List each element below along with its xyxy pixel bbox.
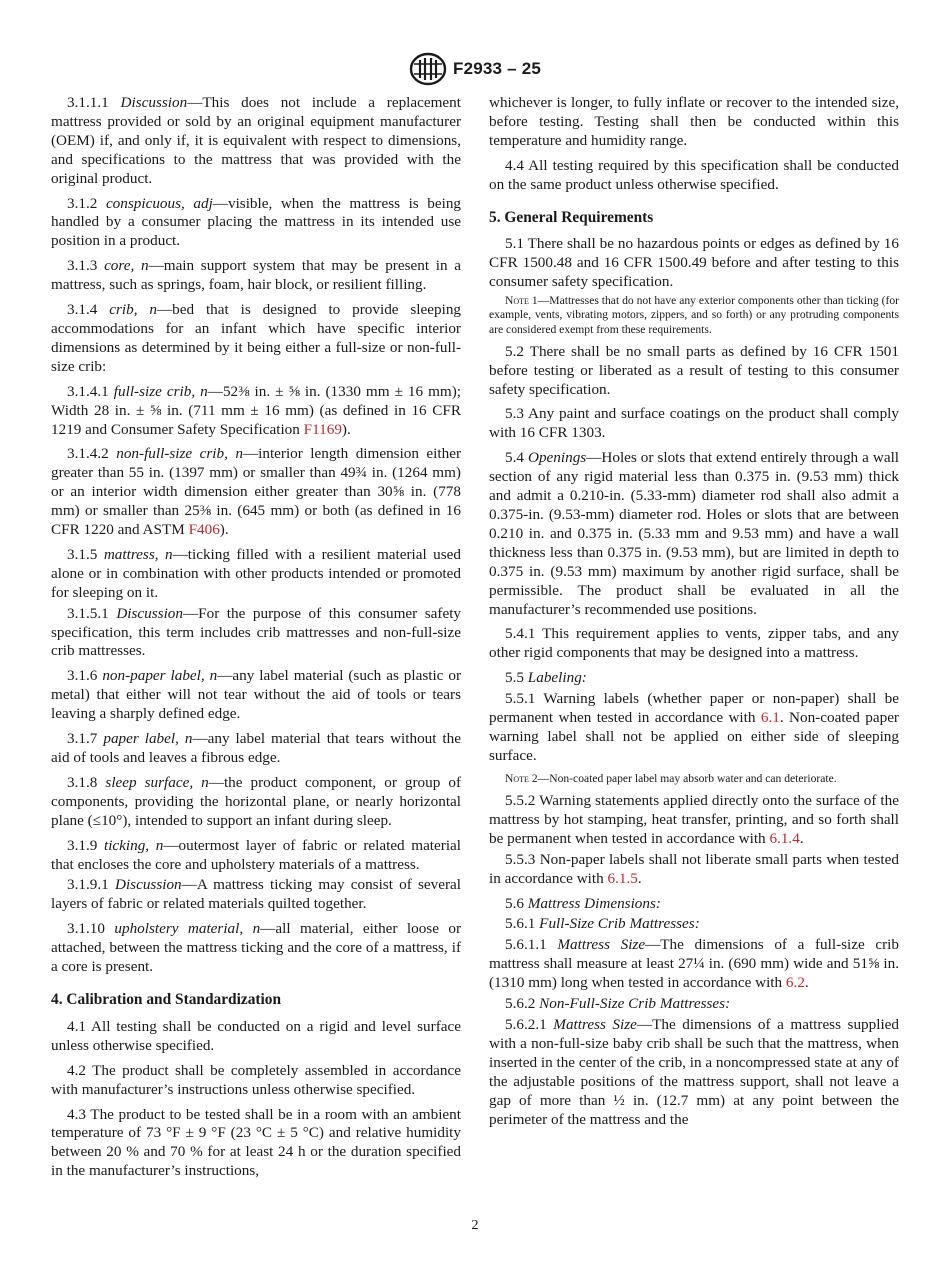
reference-link-6-1-4[interactable]: 6.1.4 (769, 829, 800, 847)
para-5-6-2-1: 5.6.2.1 Mattress Size—The dimensions of a mattress supplied with a non-full-size baby crib shall be such that the mattress, when inserted in the center of the crib, in a noncompressed state at any of the adjustable positions of the mattress support, shall not leave a gap of more than ½ in. (12.7 mm) at any point between the perimeter of the mattress and the (489, 1015, 899, 1128)
note-2: Note 2—Non-coated paper label may absorb water and can deteriorate. (505, 771, 837, 785)
para-3-1-2: 3.1.2 conspicuous, adj—visible, when the mattress is being handled by a consumer placing the mattress in its intended use position in a product. (51, 194, 462, 250)
para-5-5-2: 5.5.2 Warning statements applied directly onto the surface of the mattress by hot stamping, heat transfer, printing, and so forth shall be permanent when tested in accordance with 6.1.4. (489, 792, 899, 847)
para-5-2: 5.2 There shall be no small parts as defined by 16 CFR 1501 before testing or liberated as a result of testing to this consumer safety specification. (489, 342, 899, 398)
para-3-1-4-2: 3.1.4.2 non-full-size crib, n—interior length dimension either greater than 55 in. (1397 mm) or smaller than 49¾ in. (1264 mm) or an interior width dimension either greater than 30⅝ in. (778 mm) or smaller than 25⅜ in. (645 mm) or both (as defined in 16 CFR 1220 and ASTM F406). (51, 445, 462, 539)
section-heading-4: 4. Calibration and Standardization (51, 990, 282, 1008)
para-5-5: 5.5 Labeling: (505, 669, 587, 687)
para-5-6: 5.6 Mattress Dimensions: (505, 894, 661, 912)
para-4-2: 4.2 The product shall be completely assembled in accordance with manufacturer’s instructions unless otherwise specified. (51, 1061, 461, 1098)
astm-logo-icon (409, 52, 447, 86)
para-3-1-9-1: 3.1.9.1 Discussion—A mattress ticking may consist of several layers of fabric or related materials quilted together. (51, 876, 462, 913)
para-3-1-5-1: 3.1.5.1 Discussion—For the purpose of this consumer safety specification, this term includes crib mattresses and non-full-size crib mattresses. (51, 604, 462, 660)
para-3-1-4-1: 3.1.4.1 full-size crib, n—52⅜ in. ± ⅝ in. (1330 mm ± 16 mm); Width 28 in. ± ⅝ in. (711 mm ± 16 mm) (as defined in 16 CFR 1219 and Consumer Safety Specification F1169). (51, 382, 462, 438)
para-5-5-1: 5.5.1 Warning labels (whether paper or non-paper) shall be permanent when tested in accordance with 6.1. Non-coated paper warning label shall not be applied on either side of sleeping surface. (489, 690, 899, 764)
para-4-3: 4.3 The product to be tested shall be in a room with an ambient temperature of 73 °F ± 9 °F (23 °C ± 5 °C) and relative humidity between 20 % and 70 % for at least 24 h or the duration specified in the manufacturer’s instructions, (51, 1105, 461, 1180)
para-3-1-9: 3.1.9 ticking, n—outermost layer of fabric or related material that encloses the core and upholstery materials of a mattress. (51, 836, 462, 873)
para-3-1-4: 3.1.4 crib, n—bed that is designed to provide sleeping accommodations for an infant which have specific interior dimensions as determined by it being either a full-size or non-full-size crib: (51, 301, 462, 375)
para-3-1-10: 3.1.10 upholstery material, n—all material, either loose or attached, between the mattress ticking and the core of a mattress, if a core is present. (51, 920, 461, 976)
para-5-1: 5.1 There shall be no hazardous points or edges as defined by 16 CFR 1500.48 and 16 CFR 1500.49 before and after testing to this consumer safety specification. (489, 235, 899, 291)
section-heading-5: 5. General Requirements (489, 208, 654, 226)
para-5-6-1: 5.6.1 Full-Size Crib Mattresses: (505, 915, 700, 933)
para-4-1: 4.1 All testing shall be conducted on a rigid and level surface unless otherwise specified. (51, 1017, 461, 1054)
para-3-1-5: 3.1.5 mattress, n—ticking filled with a resilient material used alone or in combination with other products intended or promoted for sleeping on it. (51, 545, 461, 601)
reference-link-6-1-5[interactable]: 6.1.5 (607, 869, 638, 887)
para-5-3: 5.3 Any paint and surface coatings on the product shall comply with 16 CFR 1303. (489, 405, 899, 442)
page-number: 2 (471, 1218, 479, 1233)
reference-link-6-2[interactable]: 6.2 (785, 974, 805, 992)
para-3-1-6: 3.1.6 non-paper label, n—any label material (such as plastic or metal) that either will not tear without the aid of tools or tears leaving a sharply defined edge. (51, 667, 462, 723)
para-4-3-continued: whichever is longer, to fully inflate or recover to the intended size, before testing. Testing shall then be conducted within this temperature and humidity range. (489, 94, 899, 149)
reference-link-f406[interactable]: F406 (188, 521, 220, 539)
para-5-4: 5.4 Openings—Holes or slots that extend entirely through a wall section of any rigid material less than 0.375 in. (9.53 mm) thick and admit a 0.210-in. (5.33-mm) diameter rod shall also admit a 0.375-in. (9.53-mm) diameter rod. Holes or slots that are between 0.210 in. and 0.375 in. (5.33 mm and 9.53 mm) and have a wall thickness less than 0.375 in. (9.53 mm), but are limited in depth to 0.375 in. (9.53 mm) maximum by another rigid surface, shall be permissible. The product shall be evaluated in all the manufacturer’s recommended use positions. (489, 449, 900, 618)
document-id: F2933 – 25 (452, 59, 541, 78)
para-5-6-2: 5.6.2 Non-Full-Size Crib Mattresses: (505, 995, 731, 1013)
para-5-4-1: 5.4.1 This requirement applies to vents, zipper tabs, and any other rigid components that may be designed into a mattress. (489, 625, 899, 662)
para-3-1-8: 3.1.8 sleep surface, n—the product component, or group of components, providing the horizontal plane, or nearly horizontal plane (≤10°), intended to support an infant during sleep. (51, 773, 462, 829)
para-5-6-1-1: 5.6.1.1 Mattress Size—The dimensions of a full-size crib mattress shall measure at least 27¼ in. (690 mm) wide and 51⅝ in. (1310 mm) long when tested in accordance with 6.2. (489, 936, 899, 992)
para-3-1-7: 3.1.7 paper label, n—any label material that tears without the aid of tools and leaves a fibrous edge. (51, 730, 461, 766)
page-header (0, 52, 950, 86)
right-column (489, 94, 899, 1135)
left-column (51, 94, 461, 1187)
para-3-1-3: 3.1.3 core, n—main support system that may be present in a mattress, such as springs, foam, hair block, or resilient filling. (51, 257, 461, 294)
para-4-4: 4.4 All testing required by this specification shall be conducted on the same product unless otherwise specified. (489, 156, 899, 193)
reference-link-6-1[interactable]: 6.1 (760, 709, 780, 727)
para-5-5-3: 5.5.3 Non-paper labels shall not liberate small parts when tested in accordance with 6.1.5. (489, 850, 899, 887)
reference-link-f1169[interactable]: F1169 (303, 420, 342, 438)
para-3-1-1-1: 3.1.1.1 Discussion—This does not include a replacement mattress provided or sold by an original equipment manufacturer (OEM) if, and only if, it is equivalent with respect to dimensions, and specifications to the mattress that was provided with the original product. (51, 94, 461, 187)
note-1: Note 1—Mattresses that do not have any exterior components other than ticking (for example, vents, vibrating motors, zippers, and so forth) or any protruding components are considered exempt from these requirements. (489, 294, 900, 336)
